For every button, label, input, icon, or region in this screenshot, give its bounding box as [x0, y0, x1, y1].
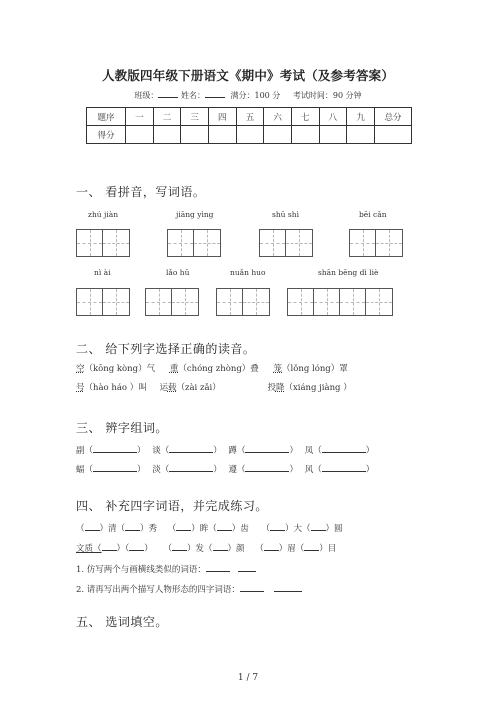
paren-close: ）: [289, 465, 298, 475]
score-header-cell: 总分: [375, 108, 412, 126]
idiom-text: ）清（: [99, 524, 126, 534]
paren-close: ）: [289, 446, 298, 456]
word-tail: 叫: [138, 383, 147, 393]
score-input-cell[interactable]: [181, 126, 209, 144]
full-score: 满分：100 分: [230, 91, 281, 100]
answer-blank[interactable]: [322, 461, 366, 472]
writing-grid[interactable]: [76, 288, 130, 316]
pinyin-label: shū shì: [272, 210, 299, 219]
writing-grid[interactable]: [349, 229, 403, 257]
answer-blank[interactable]: [245, 461, 289, 472]
char-prompt: 淡（: [152, 465, 170, 475]
score-header-cell: 题序: [87, 108, 126, 126]
answer-blank[interactable]: [322, 442, 366, 453]
target-char: 笼: [273, 364, 283, 374]
score-input-cell[interactable]: [126, 126, 154, 144]
paren-close: ）: [213, 446, 222, 456]
idiom-text: ）发（: [187, 544, 213, 554]
score-input-cell[interactable]: [208, 126, 236, 144]
score-header-cell: 三: [181, 108, 209, 126]
score-table-header-row: [87, 108, 412, 126]
answer-blank[interactable]: [169, 461, 213, 472]
writing-grid[interactable]: [259, 229, 313, 257]
answer-blank[interactable]: [270, 520, 285, 531]
pronunciation-line-1: [76, 362, 348, 374]
score-header-cell: 二: [153, 108, 181, 126]
answer-blank[interactable]: [125, 520, 140, 531]
score-input-cell[interactable]: [319, 126, 347, 144]
score-header-cell: 四: [208, 108, 236, 126]
section3-heading: 三、 辨字组词。: [76, 421, 168, 435]
section2-heading: 二、 给下列字选择正确的读音。: [76, 342, 256, 356]
pronunciation-options[interactable]: （zài zǎi）: [176, 383, 221, 393]
score-table-score-row: [87, 126, 412, 144]
name-label: 姓名：: [180, 91, 205, 100]
idiom-text: ）颜: [227, 544, 245, 554]
word-pair-row-2: [76, 461, 374, 475]
idiom-line-1: [76, 520, 343, 534]
pronunciation-options[interactable]: （lǒng lóng）: [282, 364, 340, 374]
question-2-line: [76, 581, 302, 595]
pinyin-label: nuǎn huo: [230, 268, 266, 277]
question-2-text: 2. 请再写出两个描写人物形态的四字词语：: [76, 585, 240, 595]
idiom-text: ）目: [319, 544, 337, 554]
answer-blank[interactable]: [169, 442, 213, 453]
pronunciation-options[interactable]: （kōng kòng）: [84, 364, 147, 374]
char-prompt: 遵（: [228, 465, 246, 475]
score-input-cell[interactable]: [264, 126, 292, 144]
answer-blank[interactable]: [176, 520, 191, 531]
answer-blank[interactable]: [311, 520, 326, 531]
score-input-cell[interactable]: [347, 126, 375, 144]
pronunciation-options[interactable]: （xiáng jiàng ）: [284, 383, 352, 393]
answer-blank[interactable]: [240, 581, 264, 592]
score-header-cell: 五: [236, 108, 264, 126]
score-header-cell: 七: [291, 108, 319, 126]
idiom-text: ）齿: [231, 524, 249, 534]
class-label: 班级：: [134, 91, 159, 100]
score-header-cell: 八: [319, 108, 347, 126]
target-char: 载: [167, 383, 177, 393]
idiom-text: ）: [144, 544, 153, 554]
idiom-text: （: [255, 544, 264, 554]
char-prompt: 蹲（: [228, 446, 246, 456]
idiom-text: （: [261, 524, 271, 534]
answer-blank[interactable]: [213, 540, 228, 551]
pronunciation-options[interactable]: （hào háo ）: [84, 383, 139, 393]
idiom-line-2: [76, 540, 336, 554]
idiom-text: （: [76, 524, 85, 534]
paren-close: ）: [137, 465, 146, 475]
writing-grid[interactable]: [76, 229, 130, 257]
pronunciation-options[interactable]: （chóng zhòng）: [178, 364, 251, 374]
writing-grid[interactable]: [216, 288, 270, 316]
idiom-text: （: [167, 524, 177, 534]
target-char: 号: [76, 383, 85, 393]
idiom-text: 文质（: [76, 544, 102, 554]
target-char: 空: [76, 364, 85, 374]
score-input-cell[interactable]: [153, 126, 181, 144]
paren-close: ）: [365, 465, 375, 475]
writing-grid[interactable]: [167, 229, 221, 257]
answer-blank[interactable]: [102, 540, 117, 551]
word-tail: 罩: [339, 364, 348, 374]
exam-info-line: [0, 88, 496, 101]
pinyin-label: zhú jiàn: [88, 210, 119, 219]
word-head: 投: [267, 383, 276, 393]
char-prompt: 副（: [76, 446, 94, 456]
char-prompt: 谈（: [152, 446, 170, 456]
exam-time: 考试时间：90 分钟: [292, 91, 362, 100]
score-header-cell: 一: [126, 108, 154, 126]
paren-close: ）: [213, 465, 222, 475]
answer-blank[interactable]: [274, 581, 302, 592]
pinyin-label: nì ài: [94, 268, 111, 277]
idiom-text: ）大（: [285, 524, 311, 534]
idiom-text: ）眉（: [278, 544, 305, 554]
answer-blank[interactable]: [217, 520, 232, 531]
answer-blank[interactable]: [264, 540, 279, 551]
target-char: 重: [169, 364, 179, 374]
answer-blank[interactable]: [238, 561, 256, 572]
writing-grid[interactable]: [145, 288, 199, 316]
paren-close: ）: [137, 446, 146, 456]
writing-grid[interactable]: [287, 288, 393, 316]
word-pair-row-1: [76, 442, 374, 456]
score-header-cell: 九: [347, 108, 375, 126]
char-prompt: 风（: [304, 465, 322, 475]
question-1-line: [76, 561, 256, 575]
name-blank: [205, 88, 225, 98]
word-tail: 叠: [250, 364, 259, 374]
pinyin-label: shān bēng dì liè: [318, 268, 379, 277]
section5-heading: 五、 选词填空。: [76, 615, 168, 629]
pinyin-label: jiāng yìng: [176, 210, 214, 219]
answer-blank[interactable]: [129, 540, 144, 551]
char-prompt: 蝠（: [76, 465, 94, 475]
score-input-cell[interactable]: [236, 126, 264, 144]
paren-close: ）: [365, 446, 375, 456]
page-number: 1 / 7: [237, 673, 259, 683]
answer-blank[interactable]: [93, 461, 137, 472]
question-1-text: 1. 仿写两个与画横线类似的词语：: [76, 565, 206, 575]
word-tail: 气: [146, 364, 156, 374]
pinyin-label: bēi cǎn: [359, 210, 387, 219]
score-input-cell[interactable]: [375, 126, 412, 144]
idiom-text: ）眸（: [191, 524, 217, 534]
target-char: 降: [275, 383, 285, 393]
score-header-cell: 六: [264, 108, 292, 126]
idiom-text: ）秀: [140, 524, 158, 534]
score-table: [86, 107, 412, 144]
answer-blank[interactable]: [85, 520, 100, 531]
answer-blank[interactable]: [93, 442, 137, 453]
answer-blank[interactable]: [172, 540, 187, 551]
pronunciation-line-2: [76, 381, 352, 393]
answer-blank[interactable]: [304, 540, 319, 551]
answer-blank[interactable]: [245, 442, 289, 453]
pinyin-label: lǎo hǔ: [166, 268, 190, 277]
score-row-label: 得分: [87, 126, 126, 144]
idiom-text: ）（: [116, 544, 130, 554]
score-input-cell[interactable]: [291, 126, 319, 144]
idiom-text: ）圆: [325, 524, 343, 534]
section4-heading: 四、 补充四字词语，并完成练习。: [76, 499, 268, 513]
word-head: 运: [159, 383, 168, 393]
section1-heading: 一、 看拼音，写词语。: [76, 185, 206, 199]
answer-blank[interactable]: [206, 561, 230, 572]
class-blank: [158, 88, 178, 98]
exam-title: 人教版四年级下册语文《期中》考试（及参考答案）: [101, 68, 395, 83]
char-prompt: 凤（: [304, 446, 322, 456]
idiom-text: （: [163, 544, 173, 554]
